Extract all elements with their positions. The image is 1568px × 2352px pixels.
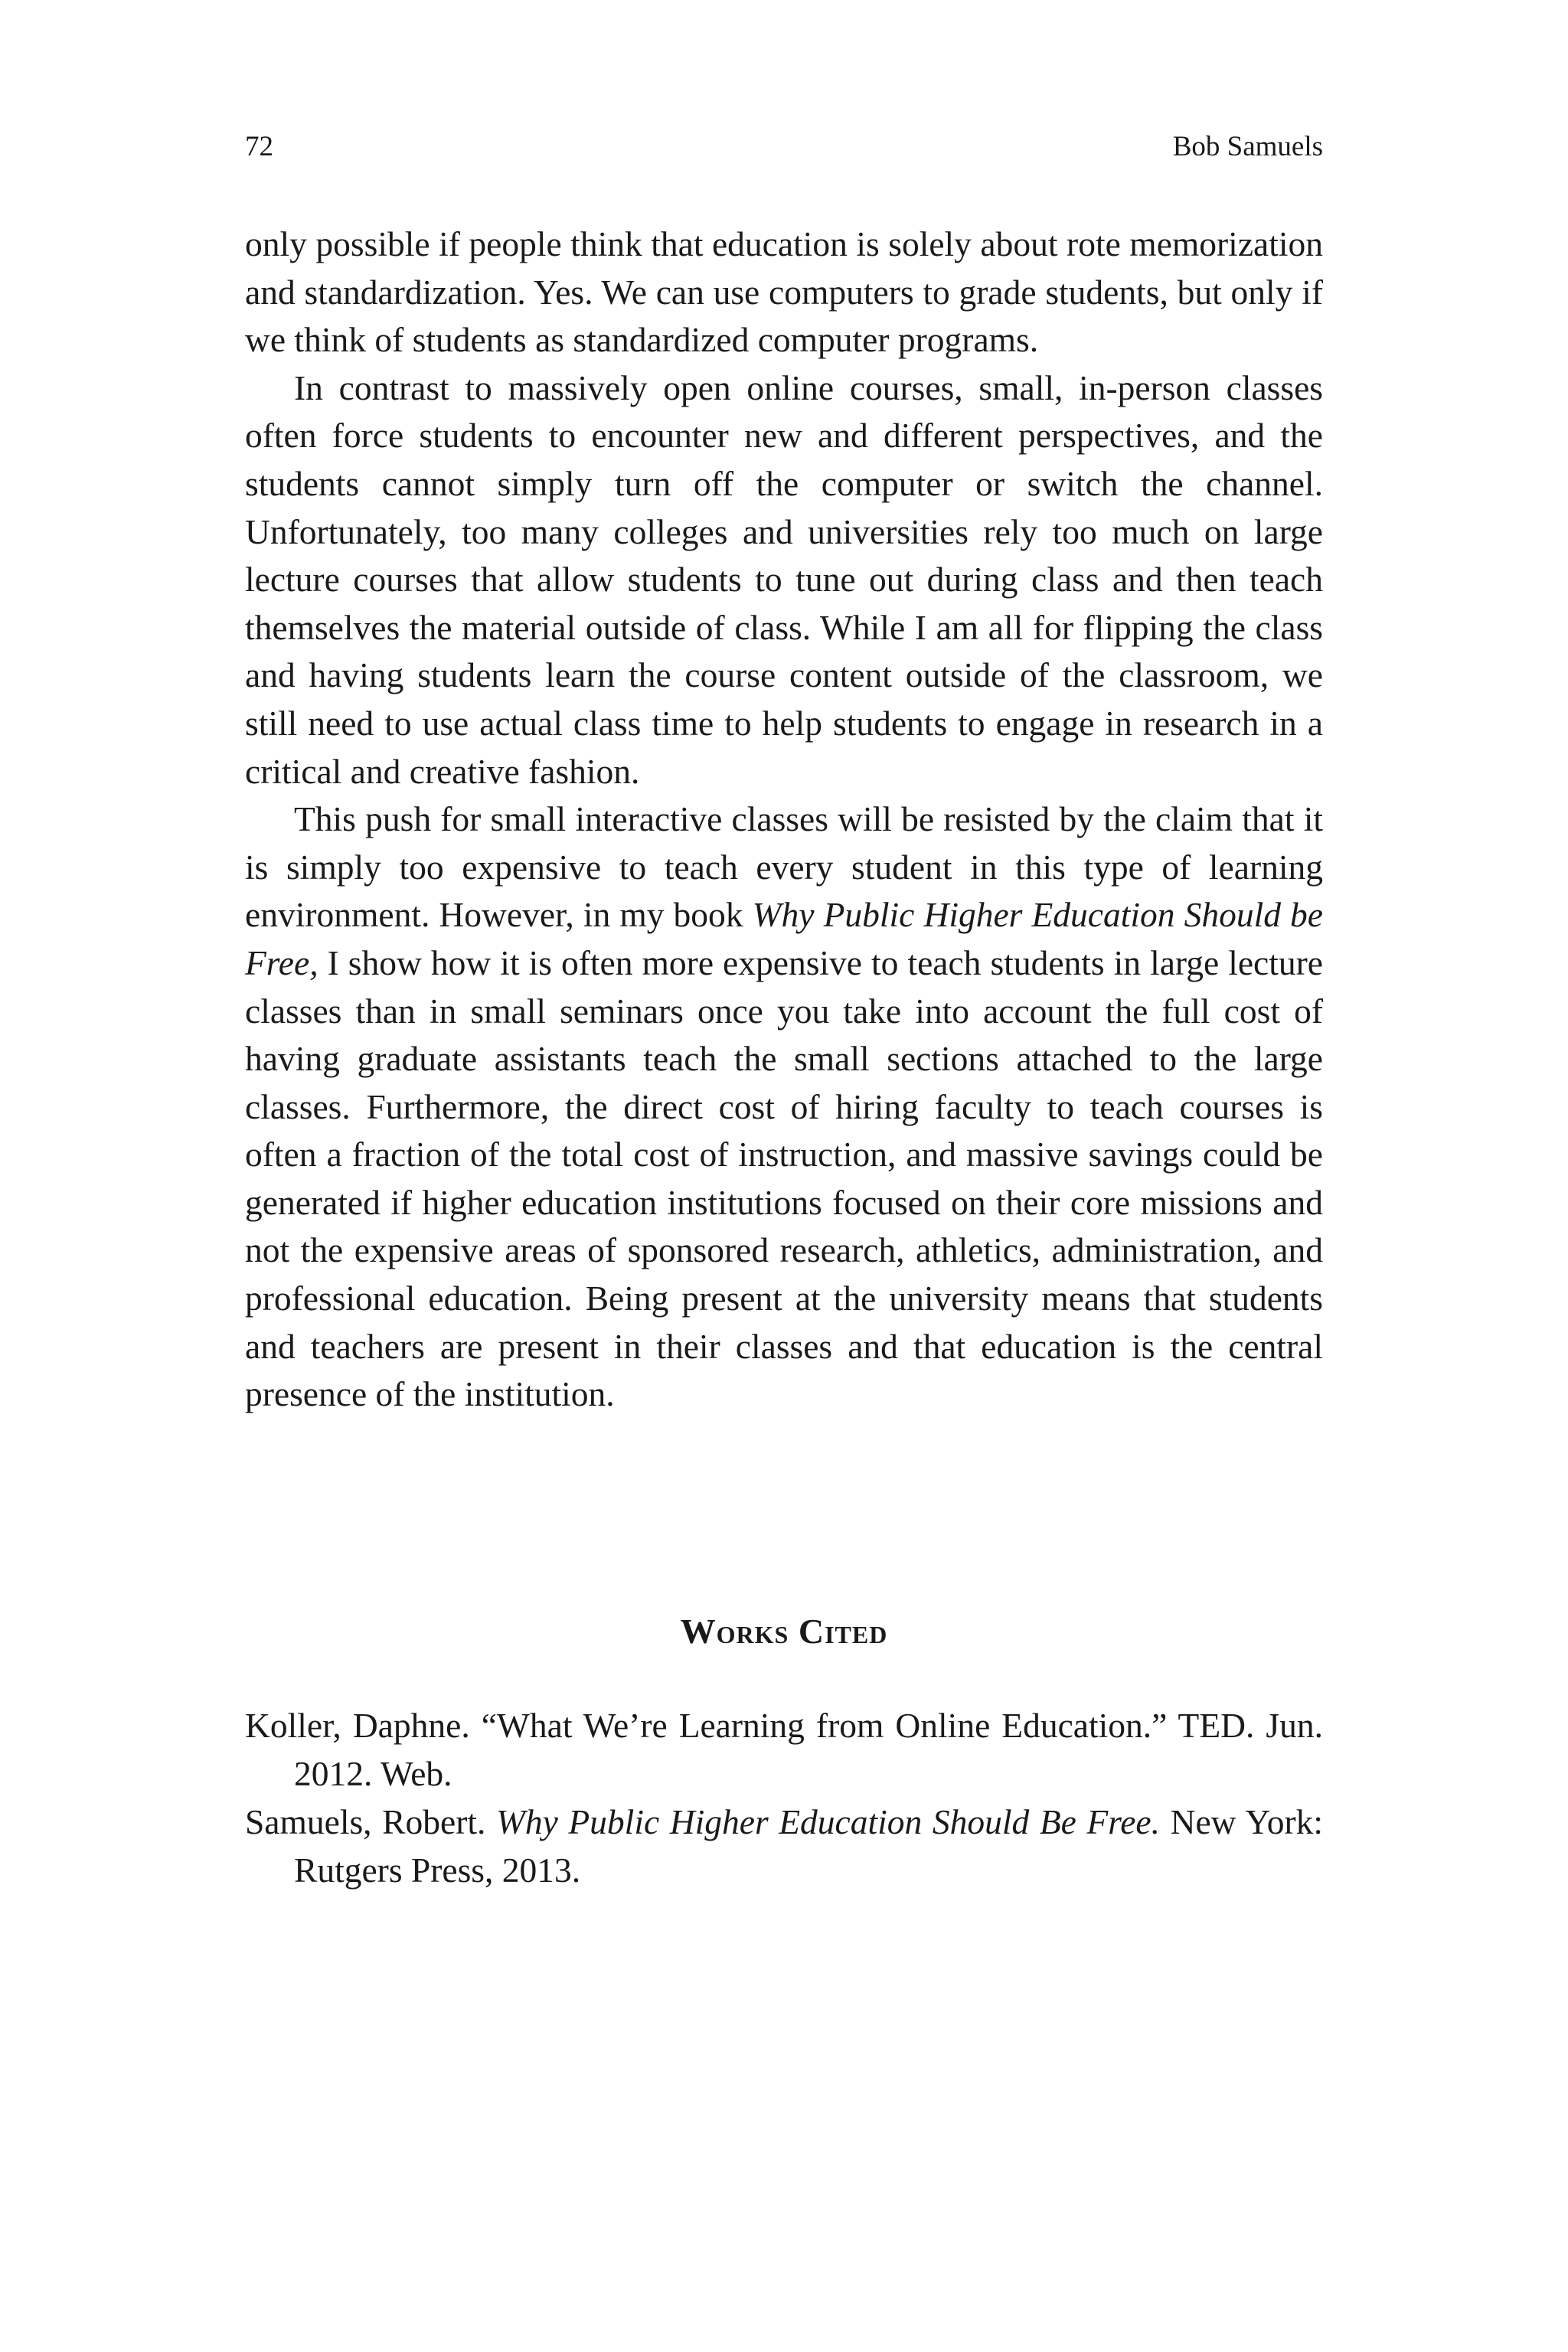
works-cited-heading: Works Cited [680,1612,888,1651]
paragraph-1: only possible if people think that education is solely about rote memorization and standardization. Yes. We can use computers to grade students, but only if we think of students as standardized computer programs. [245,224,1323,360]
paragraph-3-text-after: I show how it is often more expensive to teach students in large lecture classes than in small seminars once you take into account the full cost of having graduate assistants teach the small sections attached to the large classes. Furthermore, the direct cost of hiring faculty to teach courses is often a fraction of the total cost of instruction, and massive savings could be generated if higher education institutions focused on their core missions and not the expensive areas of sponsored research, athletics, administration, and professional education. Being present at the university means that students and teachers are present in their classes and that education is the central presence of the institution. [245,942,1323,1414]
citation-entry-samuels [245,1798,1323,1894]
page-number: 72 [245,131,273,162]
paragraph-3-text-before: This push for small interactive classes will be resisted by the claim that it is simply too expensive to teach every student in this type of learning environment. However, in my book [245,799,1323,935]
paragraph-2: In contrast to massively open online courses, small, in-person classes often force students to encounter new and different perspectives, and the students cannot simply turn off the computer or switch the channel. Unfortunately, too many colleges and universities rely too much on large lecture courses that allow students to tune out during class and then teach themselves the material outside of class. While I am all for flipping the class and having students learn the course content outside of the classroom, we still need to use actual class time to help students to engage in research in a critical and creative fashion. [245,368,1323,791]
citation-text: Koller, Daphne. “What We’re Learning from Online Education.” TED. Jun. 2012. Web. [245,1706,1323,1793]
paragraph-3 [245,795,1323,1419]
citation-entry-koller [245,1701,1323,1798]
paragraph-3-book-title: Why Public Higher Education Should be Free, [245,895,1323,982]
citation-text-after: New York: Rutgers Press, 2013. [294,1802,1323,1890]
citation-title: Why Public Higher Education Should Be Free. [495,1802,1160,1841]
works-cited-list [245,1701,1323,1894]
citation-text: Samuels, Robert. [245,1802,496,1841]
running-head [245,124,1323,170]
running-head-author: Bob Samuels [1172,131,1323,162]
body-text [245,220,1323,1419]
